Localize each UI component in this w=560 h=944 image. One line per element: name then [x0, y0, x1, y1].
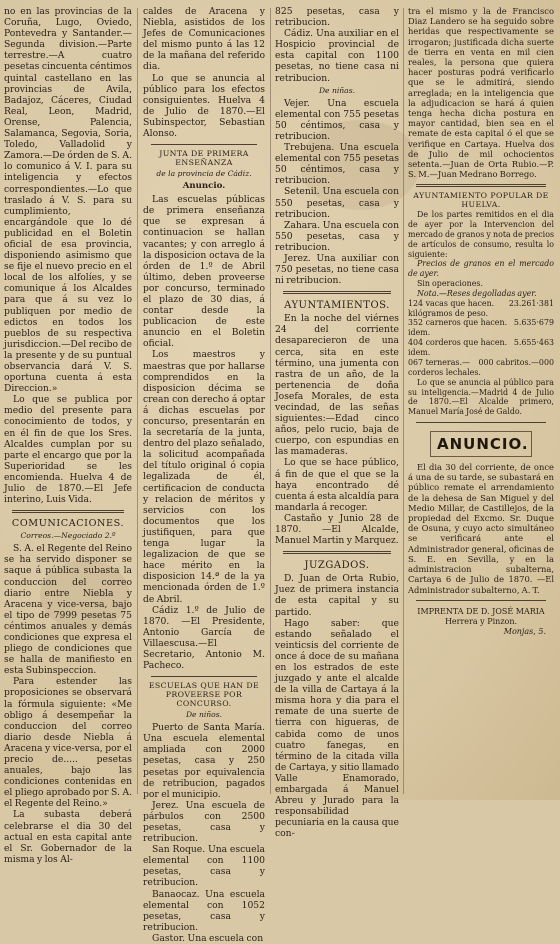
market-row-label: 404 corderos que hacen.: [408, 338, 508, 348]
market-row-value: 5.655·463: [513, 338, 554, 348]
divider: [151, 144, 257, 145]
section-subheading: de la provincia de Cádiz.: [156, 169, 252, 179]
market-row-label: idem.: [408, 328, 431, 338]
section-heading: JUNTA DE PRIMERA ENSEÑANZA: [159, 149, 249, 168]
list-item: Jerez. Una auxiliar con 750 pesetas, no tiene casa ni retribucion.: [275, 252, 399, 287]
article-text: En la noche del viérnes 24 del corriente desaparecieron de una cerca, sita en este término, una jumenta con rastra de un año, de la pertenencia de doña Josefa Morales, de esta vecindad, de las señas siguientes:—Edad cinco años, pelo rucio, baja de cuerpo, con espundias en las mamaderas.: [275, 313, 399, 458]
market-row-value: 000 cabritos.—000: [478, 358, 554, 368]
article-text: Para estender las proposiciones se observará la fórmula siguiente: «Me obligo á desempeñar la conduccion del correo diario desde Niebla á Aracena y vice-versa, por el precio de..... pesetas anuales, bajo las condiciones contenidas en el pliego aprobado por S. A. el Regente del Reino.»: [4, 676, 132, 810]
divider: [416, 422, 546, 423]
section-heading: JUZGADOS.: [304, 560, 370, 572]
divider: [283, 291, 391, 294]
list-item: Trebujena. Una escuela elemental con 755 pesetas 50 céntimos, casa y retribucion.: [275, 142, 399, 187]
list-item: Zahara. Una escuela con 550 pesetas, casa y retribucion.: [275, 219, 399, 253]
article-text: Nota.—Reses degolladas ayer.: [417, 288, 537, 298]
list-item: Banaocaz. Una escuela elemental con 1052 pesetas, casa y retribucion.: [143, 888, 265, 933]
article-text: Castaño y Junio 28 de 1870. —El Alcalde, Manuel Martin y Marquez.: [275, 512, 399, 547]
market-row: [408, 299, 554, 309]
column-1: [4, 6, 132, 865]
article-text: Lo que se publica por medio del presente para conocimiento de todos, y en él fin de que los Sres. Alcaldes cumplan por su parte el encargo que por la Superioridad se les encomienda. Huelva 4 de Julio de 1870.—El Jefe interino, Luis Vida.: [4, 394, 132, 506]
column-2: [143, 6, 265, 944]
market-row-label: 352 carneros que hacen.: [408, 318, 508, 328]
list-item: Cádiz. Una auxiliar en el Hospicio provincial de esta capital con 1100 pesetas, no tiene casa ni retribucion.: [275, 28, 399, 84]
column-divider: [403, 8, 404, 794]
article-text: Precios de granos en el mercado de ayer.: [408, 259, 554, 279]
market-row: [408, 368, 554, 378]
article-text: no en las provincias de la Coruña, Lugo, Oviedo, Pontevedra y Santander.—Segunda division.—Parte terrestre.—A cuatro pesetas cincuenta céntimos quintal castellano en las provincias de Avila, Badajoz, Cáceres, Ciudad Real, Leon, Madrid, Orense, Palencia, Salamanca, Segovia, Soria, Toledo, Valladolid y Zamora.—De órden de S. A. lo comunico á V. I. para su inteligencia y efectos correspondientes.—Lo que traslado á V. S. para su cumplimiento, encargándole que lo dé publicidad en el Boletin oficial de esa provincia, disponiendo asimismo que se fije el nuevo precio en el local de los alfolíes, y se comunique á los Alcaldes para que á su vez lo publiquen por medio de edictos en todos los pueblos de su respectiva jurisdiccion.—Del recibo de la presente y de su puntual observancia dará V. S. oportuna cuenta á esta Direccion.»: [4, 6, 132, 395]
section-heading: COMUNICACIONES.: [11, 518, 125, 530]
article-text: Lo que se anuncia al público para los efectos consiguientes. Huelva 4 de Julio de 1870.—El Subinspector, Sebastian Alonso.: [143, 72, 265, 140]
article-text: tra el mismo y la de Francisco Diaz Landero se ha seguido sobre heridas que respectivamente se irrogaron; justificada dicha suerte de tierra en venta en mil cien reales, la persona que quiera hacer posturas podrá verificarlo que se le admitirá, siendo arreglada; en la inteligencia que la adjudicacion se hará á quien tenga hecha dicha postura en mayor cantidad, bien sea en el remate de esta capital ó el que se verifique en Cartaya. Huelva dos de Julio de mil ochocientos setenta.—Juan de Orta Rubio.—P. S. M.—Juan Medrano Borrego.: [408, 6, 554, 180]
printer-address: Monjas, 5.: [503, 626, 546, 636]
market-row: [408, 338, 554, 348]
market-row: [408, 358, 554, 368]
notice-heading: ANUNCIO.: [430, 431, 532, 457]
article-text: D. Juan de Orta Rubio, Juez de primera instancia de esta capital y su partido.: [275, 573, 399, 618]
market-row-label: 124 vacas que hacen.: [408, 298, 495, 308]
column-3: [275, 6, 399, 840]
list-item: Puerto de Santa María. Una escuela elemental ampliada con 2000 pesetas, casa y 250 pesetas por equivalencia de retribucion, pagados por el municipio.: [143, 722, 265, 800]
column-divider: [270, 8, 271, 794]
section-heading: AYUNTAMIENTOS.: [284, 300, 390, 312]
market-row-label: idem.: [408, 348, 431, 358]
section-subheading: Correos.—Negociado 2.º: [20, 531, 116, 541]
list-item: Vejer. Una escuela elemental con 755 pesetas 50 céntimos, casa y retribucion.: [275, 97, 399, 142]
article-text: Hago saber: que estando señalado el veinticsis del corriente de once á doce de su mañana en los estrados de este juzgado y ante el alcalde de la villa de Cartaya á la misma hora y dia para el remate de una suerte de tierra con higueras, de cabida como de unos cuatro fanegas, en término de la citada villa de Cartaya, y sitio llamado Valle Enamorado, embargada á Manuel Abreu y Jurado para la responsabilidad pecuniaria en la causa que con-: [275, 617, 399, 840]
list-heading: ESCUELAS QUE HAN DE PROVEERSE POR CONCURSO.: [148, 681, 260, 709]
article-text: Los maestros y maestras que por hallarse comprendidos en la disposicion décima se crean con derecho á optar á dichas escuelas por concurso, presentarán en la secretaría de la junta, dentro del plazo señalado, la solicitud acompañada del título original ó copia legalizada de él, certificacion de conducta y relacion de méritos y servicios con los documentos que los justifiquen, para que tenga lugar la legalizacion de que se hace mérito en la disposicion 14.ª de la ya mencionada órden de 1.º de Abril.: [143, 349, 265, 605]
market-row: [408, 348, 554, 358]
divider: [12, 510, 124, 513]
divider: [416, 600, 546, 601]
list-item: Gastor. Una escuela con: [152, 932, 264, 944]
market-table: [408, 299, 554, 378]
column-4: [408, 6, 554, 796]
market-row: [408, 318, 554, 328]
article-text: caldes de Aracena y Niebla, asistidos de los Jefes de Comunicaciones del mismo punto á las 12 de la mañana del referido dia.: [143, 6, 265, 73]
list-subheading: De niñas.: [318, 85, 356, 95]
list-item: 825 pesetas, casa y retribucion.: [275, 6, 399, 29]
list-item: San Roque. Una escuela elemental con 1100 pesetas, casa y retribucion.: [143, 844, 265, 889]
divider: [283, 551, 391, 554]
printer-imprint: IMPRENTA DE D. JOSÉ MARIA Herrera y Pinzon.: [417, 606, 545, 626]
article-text: S. A. el Regente del Reino se ha servido disponer se saque á pública subasta la conduccion del correo diario entre Niebla y Aracena y vice-versa, bajo el tipo de 7999 pesetas 75 céntimos anuales y demás condiciones que expresa el pliego de condiciones que se halla de manifiesto en esta Subinspeccion.: [4, 543, 132, 677]
column-divider: [137, 8, 138, 794]
article-text: Lo que se hace público, á fin de que el que se la haya encontrado dé cuenta á esta alcaldía para mandarla á recoger.: [275, 457, 399, 513]
article-text: Cádiz 1.º de Julio de 1870. —El Presidente, Antonio García de Villaescusa.—El Secretario, Antonio M. Pacheco.: [143, 604, 265, 672]
market-row-label: corderos lechales.: [408, 367, 481, 377]
market-row: [408, 328, 554, 338]
article-text: Sin operaciones.: [417, 279, 483, 289]
market-row-value: 5.635·679: [513, 318, 554, 328]
market-row-value: 23.261·381: [508, 298, 554, 308]
article-text: De los partes remitidos en el dia de ayer por la Intervencion del mercado de granos y nota de precios de artículos de consumo, resulta lo siguiente:: [408, 210, 554, 259]
list-subheading: De niños.: [185, 710, 223, 720]
market-row: [408, 309, 554, 319]
notice-heading: Anuncio.: [182, 181, 226, 192]
article-text: Lo que se anuncia al público para su inteligencia.—Madrid 4 de Julio de 1870.—El Alcalde primero, Manuel María José de Galdo.: [408, 377, 554, 417]
market-row-label: 067 terneras.—: [408, 358, 470, 368]
divider: [151, 676, 257, 677]
article-text: Las escuelas públicas de primera enseñanza que se expresan á continuacion se hallan vacantes; y con arreglo á la disposicion octava de la órden de 1.º de Abril último, deben proveerse por concurso, terminado el plazo de 30 dias, á contar desde la publicacion de este anuncio en el Boletin oficial.: [143, 194, 265, 350]
list-item: Setenil. Una escuela con 550 pesetas, casa y retribucion.: [275, 186, 399, 220]
section-heading: AYUNTAMIENTO POPULAR DE HUELVA.: [413, 191, 549, 210]
article-text: El dia 30 del corriente, de once á una de su tarde, se subastará en público remate el arrendamiento de la dehesa de San Miguel y del Medio Millar, de Castillejos, de la propiedad del Excmo. Sr. Duque de Osuna, y cuyo acto simultáneo se verificará ante el Administrador general, oficinas de S. E. en Sevilla, y en la administracion subalterna, Cartaya 6 de Julio de 1870. —El Administrador subalterno, A. T.: [408, 462, 554, 595]
market-row-label: kilógramos de peso.: [408, 308, 489, 318]
list-item: Jerez. Una escuela de párbulos con 2500 pesetas, casa y retribucion.: [143, 799, 265, 845]
divider: [416, 184, 546, 187]
article-text: La subasta deberá celebrarse el dia 30 del actual en esta capital ante el Sr. Gobernador de la misma y los Al-: [4, 809, 132, 865]
